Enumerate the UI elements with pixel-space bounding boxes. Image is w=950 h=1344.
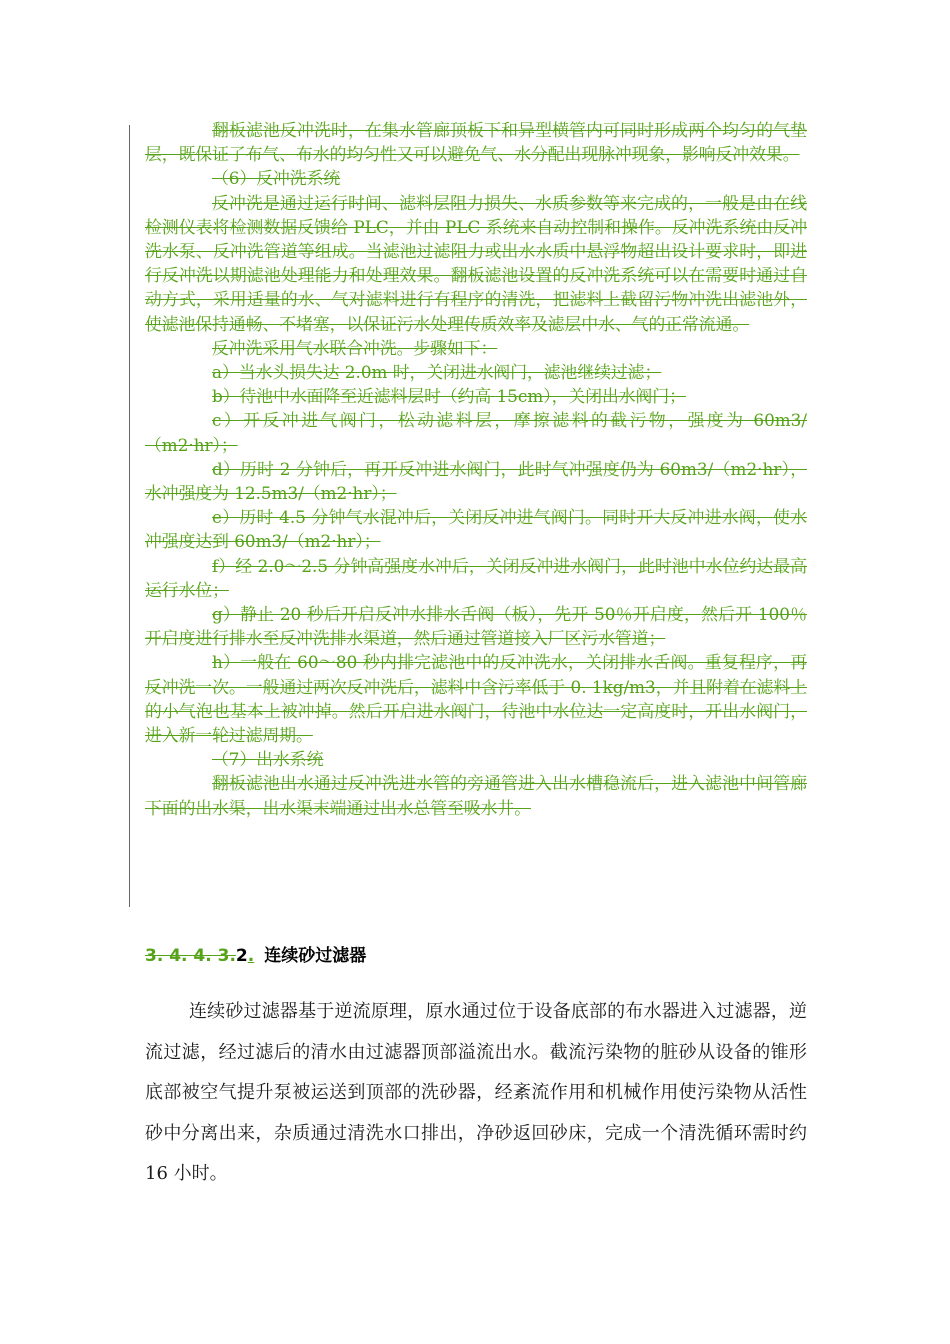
section-heading xyxy=(145,944,807,968)
deleted-paragraph: 反冲洗采用气水联合冲洗。步骤如下： xyxy=(212,337,498,358)
deleted-subheading: （7）出水系统 xyxy=(212,749,324,770)
deleted-step: c）开反冲进气阀门，松动滤料层，摩擦滤料的截污物，强度为 60m3/（m2·hr）； xyxy=(145,410,807,455)
deleted-step: e）历时 4.5 分钟气水混冲后，关闭反冲进气阀门。同时开大反冲进水阀，使水冲强度达到 60m3/（m2·hr）； xyxy=(145,507,807,552)
deleted-step: h）一般在 60～80 秒内排完滤池中的反冲洗水，关闭排水舌阀。重复程序，再反冲洗一次。一般通过两次反冲洗后，滤料中含污率低于 0. 1kg/m3，并且附着在滤料上的小气泡也基本上被冲掉。然后开启进水阀门，待池中水位达一定高度时，开出水阀门，进入新一轮过滤周期。 xyxy=(145,652,807,746)
section-title: 连续砂过滤器 xyxy=(264,946,367,966)
deleted-step: d）历时 2 分钟后，再开反冲进水阀门，此时气冲强度仍为 60m3/（m2·hr），水冲强度为 12.5m3/（m2·hr）； xyxy=(145,458,807,504)
section-number: 2 xyxy=(235,946,248,966)
deleted-step: a）当水头损失达 2.0m 时，关闭进水阀门，滤池继续过滤； xyxy=(212,362,662,383)
deleted-step: f）经 2.0～2.5 分钟高强度水冲后，关闭反冲进水阀门，此时池中水位约达最高运行水位； xyxy=(145,555,807,600)
deleted-paragraph: 翻板滤池反冲洗时，在集水管廊顶板下和异型横管内可同时形成两个均匀的气垫层，既保证了布气、布水的均匀性又可以避免气、水分配出现脉冲现象，影响反冲效果。 xyxy=(145,120,807,165)
deleted-step: g）静止 20 秒后开启反冲水排水舌阀（板），先开 50％开启度，然后开 100％开启度进行排水至反冲洗排水渠道，然后通过管道接入厂区污水管道； xyxy=(145,604,807,649)
deleted-step: b）待池中水面降至近滤料层时（约高 15cm），关闭出水阀门； xyxy=(212,386,686,407)
deleted-section-number: 3. 4. 4. 3. xyxy=(145,946,236,966)
section-number-dot: . xyxy=(247,946,255,966)
deleted-paragraph: 反冲洗是通过运行时间、滤料层阻力损失、水质参数等来完成的，一般是由在线检测仪表将检测数据反馈给 PLC，并由 PLC 系统来自动控制和操作。反冲洗系统由反冲洗水泵、反冲洗管道等组成。当滤池过滤阻力或出水水质中悬浮物超出设计要求时，即进行反冲洗以期滤池处理能力和处理效果。翻板滤池设置的反冲洗系统可以在需要时通过自动方式，采用适量的水、气对滤料进行有程序的清洗，把滤料上截留污物冲洗出滤池外，使滤池保持通畅、不堵塞，以保证污水处理传质效率及滤层中水、气的正常流通。 xyxy=(145,192,807,334)
revision-change-bar xyxy=(129,125,130,907)
deleted-text-block xyxy=(145,118,807,820)
deleted-subheading: （6）反冲洗系统 xyxy=(212,168,341,189)
body-paragraph: 连续砂过滤器基于逆流原理，原水通过位于设备底部的布水器进入过滤器，逆流过滤，经过滤后的清水由过滤器顶部溢流出水。截流污染物的脏砂从设备的锥形底部被空气提升泵被运送到顶部的洗砂器，经紊流作用和机械作用使污染物从活性砂中分离出来，杂质通过清洗水口排出，净砂返回砂床，完成一个清洗循环需时约 16 小时。 xyxy=(145,1001,807,1184)
deleted-paragraph: 翻板滤池出水通过反冲洗进水管的旁通管进入出水槽稳流后，进入滤池中间管廊下面的出水渠，出水渠末端通过出水总管至吸水井。 xyxy=(145,773,807,818)
